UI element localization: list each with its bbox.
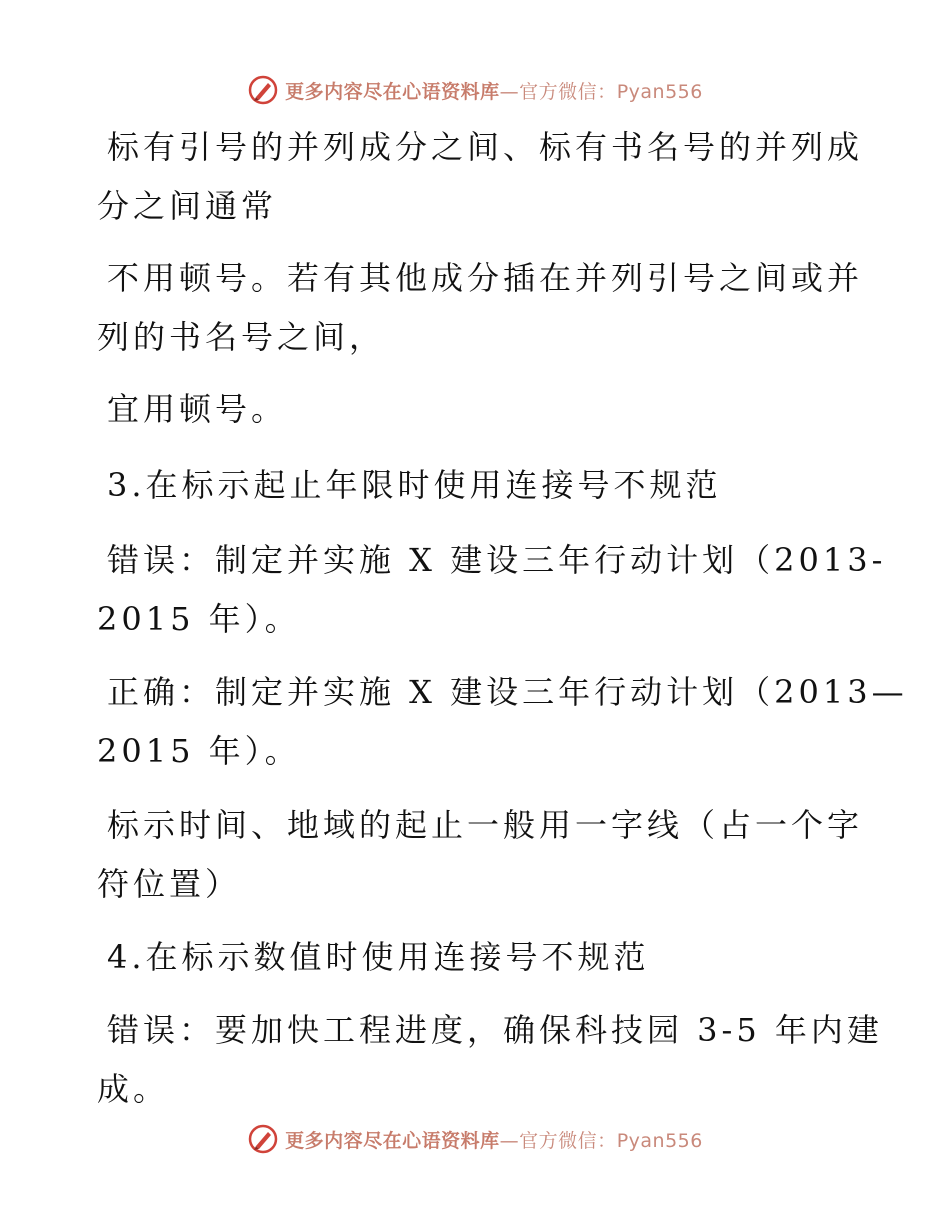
text-line: 不用顿号。若有其他成分插在并列引号之间或并 [107,259,864,297]
banner-dash: — [499,80,520,103]
text-line: 标示时间、地域的起止一般用一字线（占一个字 [107,806,864,844]
footer-banner [0,1121,950,1157]
banner-wechat-label: 官方微信： [519,1129,617,1152]
pen-logo-icon [247,74,279,106]
section-heading: 3.在标示起止年限时使用连接号不规范 [107,466,722,504]
text-line: 错误：要加快工程进度，确保科技园 3-5 年内建 [107,1011,883,1049]
text-line: 列的书名号之间， [97,318,386,356]
text-line: 标有引号的并列成分之间、标有书名号的并列成 [107,128,864,166]
banner-wechat-id: Pyan556 [616,1129,703,1152]
text-line: 错误：制定并实施 X 建设三年行动计划（2013- [107,541,887,579]
text-line: 分之间通常 [97,187,278,225]
header-banner [0,72,950,108]
banner-main-text: 更多内容尽在心语资料库 [285,1129,500,1152]
banner-main-text: 更多内容尽在心语资料库 [285,80,500,103]
text-line: 2015 年）。 [97,600,301,638]
banner-wechat-id: Pyan556 [616,80,703,103]
banner-text [285,77,703,104]
section-heading: 4.在标示数值时使用连接号不规范 [107,938,650,976]
text-line: 成。 [97,1070,170,1108]
text-line: 宜用顿号。 [107,390,288,428]
text-line: 符位置） [97,865,242,903]
pen-logo-icon [247,1123,279,1155]
banner-text [285,1126,703,1153]
banner-wechat-label: 官方微信： [519,80,617,103]
text-line: 正确：制定并实施 X 建设三年行动计划（2013— [107,673,908,711]
banner-dash: — [499,1129,520,1152]
text-line: 2015 年）。 [97,732,301,770]
